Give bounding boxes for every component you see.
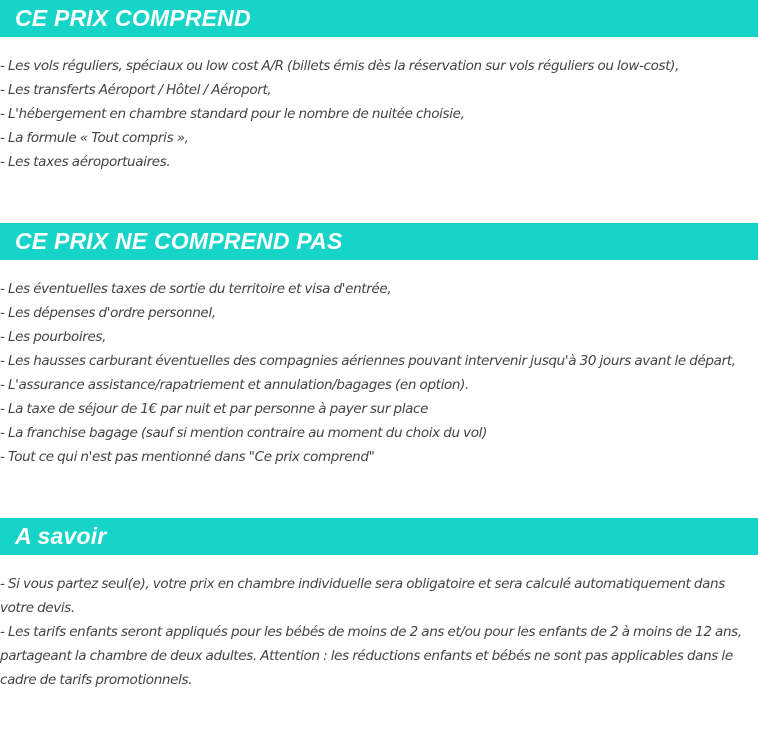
section-title: CE PRIX NE COMPREND PAS (15, 228, 343, 254)
list-item: - L'hébergement en chambre standard pour le nombre de nuitée choisie, (0, 106, 465, 122)
not-included-list (0, 277, 758, 469)
list-item: - La taxe de séjour de 1€ par nuit et par personne à payer sur place (0, 401, 429, 417)
list-item: - Les taxes aéroportuaires. (0, 154, 171, 170)
list-item: - Tout ce qui n'est pas mentionné dans "Ce prix comprend" (0, 449, 375, 465)
list-item: - Les éventuelles taxes de sortie du territoire et visa d'entrée, (0, 281, 392, 297)
section-header (0, 0, 758, 37)
not-included-section (0, 223, 758, 469)
list-item: - L'assurance assistance/rapatriement et annulation/bagages (en option). (0, 377, 469, 393)
included-list (0, 54, 758, 174)
good-to-know-section (0, 518, 758, 692)
list-item: - Les tarifs enfants seront appliqués pour les bébés de moins de 2 ans et/ou pour les enfants de 2 à moins de 12 ans, partageant la chambre de deux adultes. Attention : les réductions enfants et bébés ne sont pas applicables dans le cadre de tarifs promotionnels. (0, 624, 742, 688)
list-item: - Les pourboires, (0, 329, 107, 345)
list-item: - Les dépenses d'ordre personnel, (0, 305, 216, 321)
good-to-know-list (0, 572, 758, 692)
section-title: CE PRIX COMPREND (15, 5, 251, 31)
section-header (0, 518, 758, 555)
section-title: A savoir (15, 523, 107, 549)
included-section (0, 0, 758, 174)
list-item: - Les hausses carburant éventuelles des compagnies aériennes pouvant intervenir jusqu'à 30 jours avant le départ, (0, 353, 736, 369)
list-item: - La formule « Tout compris », (0, 130, 189, 146)
list-item: - La franchise bagage (sauf si mention contraire au moment du choix du vol) (0, 425, 488, 441)
list-item: - Les vols réguliers, spéciaux ou low cost A/R (billets émis dès la réservation sur vols réguliers ou low-cost), (0, 58, 680, 74)
section-header (0, 223, 758, 260)
list-item: - Si vous partez seul(e), votre prix en chambre individuelle sera obligatoire et sera calculé automatiquement dans votre devis. (0, 576, 725, 616)
list-item: - Les transferts Aéroport / Hôtel / Aéroport, (0, 82, 272, 98)
